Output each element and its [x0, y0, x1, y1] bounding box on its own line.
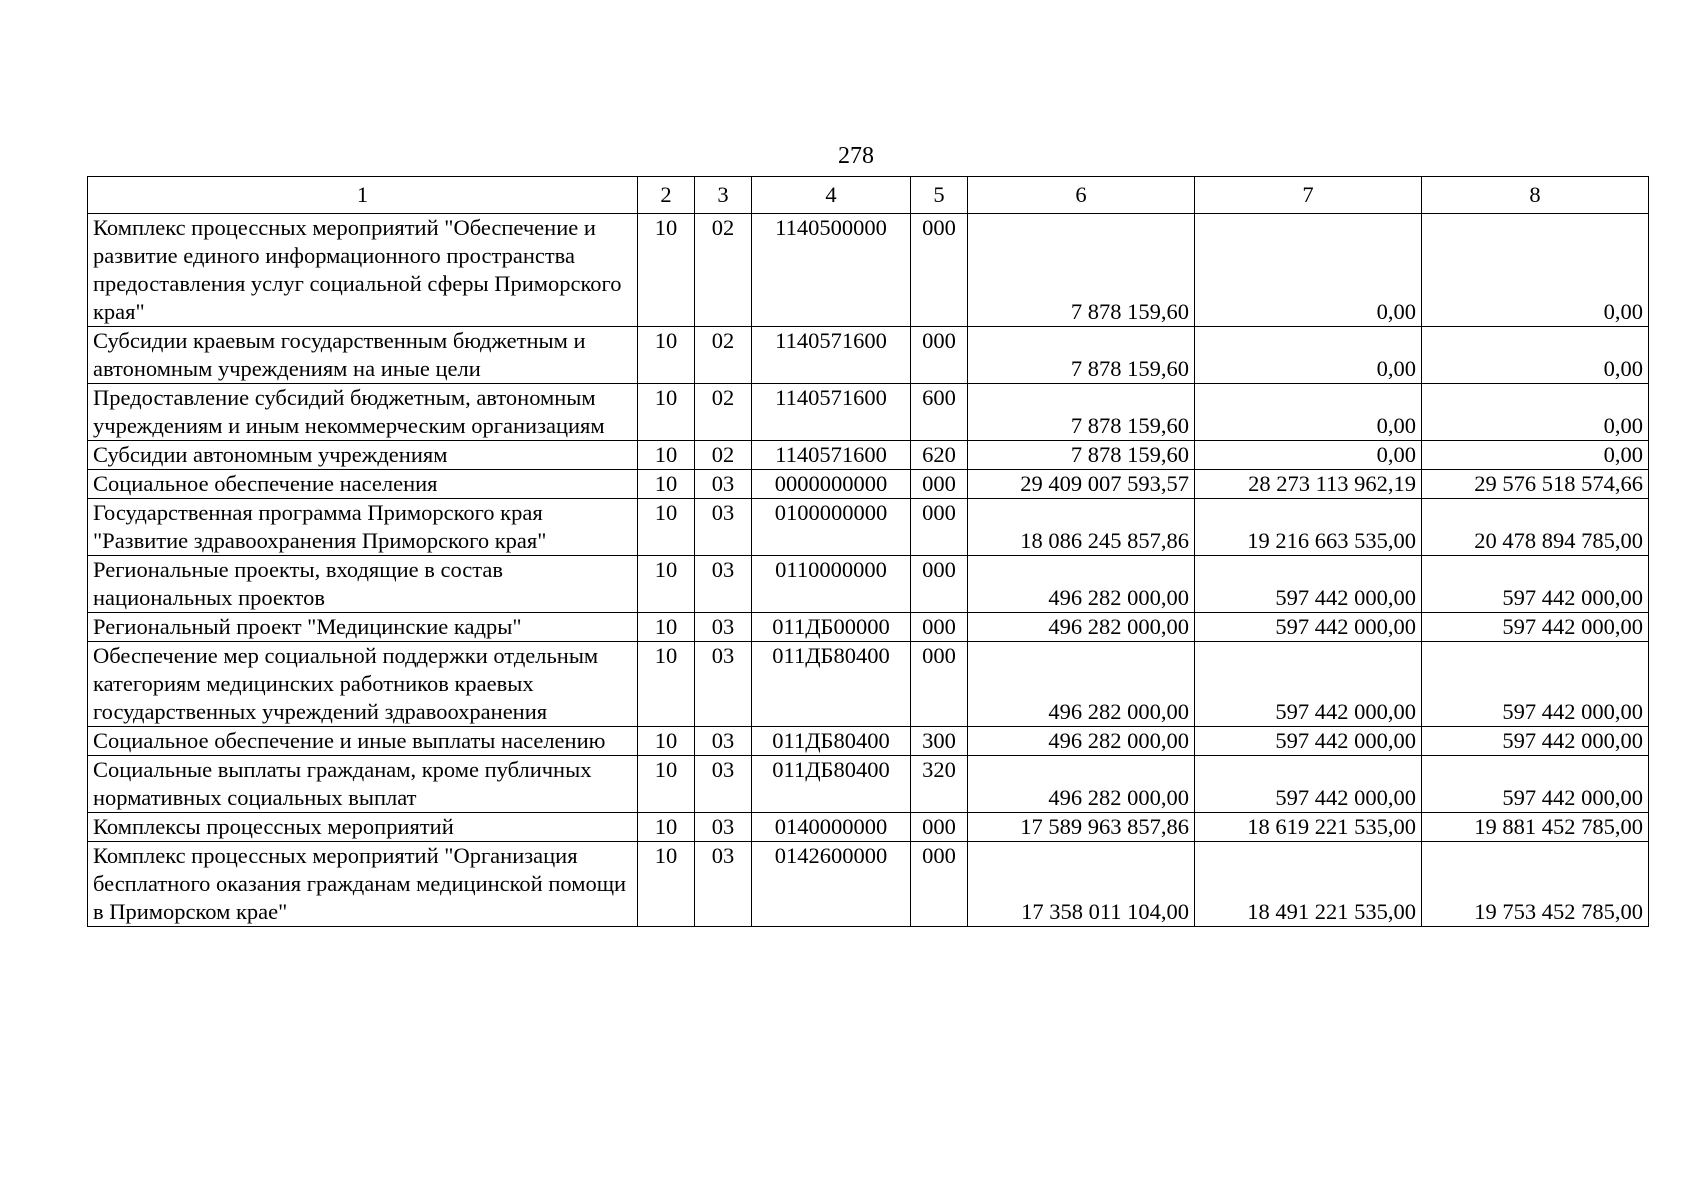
row-name-cell: Субсидии краевым государственным бюджетным и автономным учреждениям на иные цели	[88, 327, 638, 384]
target-article-cell: 0142600000	[752, 842, 911, 927]
header-cell: 4	[752, 177, 911, 214]
amount-col8-cell: 0,00	[1422, 327, 1649, 384]
amount-col8-cell: 597 442 000,00	[1422, 613, 1649, 642]
amount-col8-cell: 20 478 894 785,00	[1422, 499, 1649, 556]
amount-col8-cell: 597 442 000,00	[1422, 556, 1649, 613]
expense-type-cell: 000	[911, 642, 968, 727]
subsection-code-cell: 03	[695, 813, 752, 842]
subsection-code-cell: 03	[695, 842, 752, 927]
target-article-cell: 1140571600	[752, 327, 911, 384]
amount-col7-cell: 597 442 000,00	[1195, 727, 1422, 756]
subsection-code-cell: 03	[695, 499, 752, 556]
table-row	[88, 727, 1649, 756]
row-name-cell: Комплекс процессных мероприятий "Организация бесплатного оказания гражданам медицинской помощи в Приморском крае"	[88, 842, 638, 927]
amount-col7-cell: 19 216 663 535,00	[1195, 499, 1422, 556]
target-article-cell: 1140571600	[752, 384, 911, 441]
expense-type-cell: 320	[911, 756, 968, 813]
amount-col6-cell: 7 878 159,60	[968, 214, 1195, 327]
section-code-cell: 10	[638, 727, 695, 756]
subsection-code-cell: 03	[695, 613, 752, 642]
amount-col7-cell: 18 619 221 535,00	[1195, 813, 1422, 842]
table-row	[88, 842, 1649, 927]
row-name-cell: Комплекс процессных мероприятий "Обеспечение и развитие единого информационного пространства предоставления услуг социальной сферы Приморского края"	[88, 214, 638, 327]
amount-col7-cell: 0,00	[1195, 384, 1422, 441]
header-cell: 8	[1422, 177, 1649, 214]
amount-col6-cell: 496 282 000,00	[968, 727, 1195, 756]
expense-type-cell: 600	[911, 384, 968, 441]
budget-table	[87, 176, 1649, 927]
section-code-cell: 10	[638, 642, 695, 727]
expense-type-cell: 000	[911, 842, 968, 927]
target-article-cell: 0000000000	[752, 470, 911, 499]
section-code-cell: 10	[638, 613, 695, 642]
expense-type-cell: 000	[911, 613, 968, 642]
subsection-code-cell: 03	[695, 727, 752, 756]
page-number: 278	[838, 143, 874, 169]
amount-col8-cell: 0,00	[1422, 384, 1649, 441]
section-code-cell: 10	[638, 327, 695, 384]
target-article-cell: 011ДБ80400	[752, 727, 911, 756]
table-row	[88, 613, 1649, 642]
amount-col6-cell: 496 282 000,00	[968, 756, 1195, 813]
row-name-cell: Региональные проекты, входящие в состав национальных проектов	[88, 556, 638, 613]
row-name-cell: Комплексы процессных мероприятий	[88, 813, 638, 842]
amount-col7-cell: 0,00	[1195, 214, 1422, 327]
table-row	[88, 813, 1649, 842]
amount-col7-cell: 0,00	[1195, 327, 1422, 384]
amount-col8-cell: 0,00	[1422, 441, 1649, 470]
section-code-cell: 10	[638, 813, 695, 842]
amount-col8-cell: 19 753 452 785,00	[1422, 842, 1649, 927]
subsection-code-cell: 02	[695, 441, 752, 470]
row-name-cell: Региональный проект "Медицинские кадры"	[88, 613, 638, 642]
amount-col7-cell: 0,00	[1195, 441, 1422, 470]
target-article-cell: 0100000000	[752, 499, 911, 556]
row-name-cell: Социальное обеспечение и иные выплаты населению	[88, 727, 638, 756]
amount-col7-cell: 597 442 000,00	[1195, 642, 1422, 727]
table-row	[88, 756, 1649, 813]
amount-col7-cell: 597 442 000,00	[1195, 556, 1422, 613]
row-name-cell: Государственная программа Приморского края "Развитие здравоохранения Приморского края"	[88, 499, 638, 556]
target-article-cell: 011ДБ80400	[752, 642, 911, 727]
amount-col7-cell: 597 442 000,00	[1195, 613, 1422, 642]
amount-col8-cell: 597 442 000,00	[1422, 727, 1649, 756]
section-code-cell: 10	[638, 499, 695, 556]
expense-type-cell: 000	[911, 499, 968, 556]
target-article-cell: 011ДБ80400	[752, 756, 911, 813]
section-code-cell: 10	[638, 756, 695, 813]
header-cell: 7	[1195, 177, 1422, 214]
amount-col6-cell: 29 409 007 593,57	[968, 470, 1195, 499]
header-cell: 6	[968, 177, 1195, 214]
section-code-cell: 10	[638, 470, 695, 499]
expense-type-cell: 000	[911, 470, 968, 499]
amount-col6-cell: 7 878 159,60	[968, 384, 1195, 441]
row-name-cell: Социальное обеспечение населения	[88, 470, 638, 499]
section-code-cell: 10	[638, 842, 695, 927]
amount-col6-cell: 17 358 011 104,00	[968, 842, 1195, 927]
table-row	[88, 441, 1649, 470]
subsection-code-cell: 02	[695, 384, 752, 441]
table-row	[88, 470, 1649, 499]
table-row	[88, 642, 1649, 727]
subsection-code-cell: 02	[695, 327, 752, 384]
amount-col6-cell: 18 086 245 857,86	[968, 499, 1195, 556]
amount-col6-cell: 496 282 000,00	[968, 613, 1195, 642]
target-article-cell: 0110000000	[752, 556, 911, 613]
subsection-code-cell: 03	[695, 470, 752, 499]
table-row	[88, 556, 1649, 613]
amount-col6-cell: 7 878 159,60	[968, 327, 1195, 384]
section-code-cell: 10	[638, 556, 695, 613]
target-article-cell: 0140000000	[752, 813, 911, 842]
expense-type-cell: 620	[911, 441, 968, 470]
header-row	[88, 177, 1649, 214]
table-row	[88, 384, 1649, 441]
expense-type-cell: 000	[911, 556, 968, 613]
table-row	[88, 499, 1649, 556]
amount-col8-cell: 597 442 000,00	[1422, 642, 1649, 727]
row-name-cell: Обеспечение мер социальной поддержки отдельным категориям медицинских работников краевых государственных учреждений здравоохранения	[88, 642, 638, 727]
subsection-code-cell: 03	[695, 756, 752, 813]
subsection-code-cell: 03	[695, 642, 752, 727]
row-name-cell: Субсидии автономным учреждениям	[88, 441, 638, 470]
target-article-cell: 011ДБ00000	[752, 613, 911, 642]
subsection-code-cell: 02	[695, 214, 752, 327]
amount-col8-cell: 19 881 452 785,00	[1422, 813, 1649, 842]
subsection-code-cell: 03	[695, 556, 752, 613]
section-code-cell: 10	[638, 214, 695, 327]
expense-type-cell: 000	[911, 813, 968, 842]
target-article-cell: 1140571600	[752, 441, 911, 470]
amount-col6-cell: 496 282 000,00	[968, 642, 1195, 727]
table-row	[88, 327, 1649, 384]
amount-col7-cell: 597 442 000,00	[1195, 756, 1422, 813]
table-row	[88, 214, 1649, 327]
expense-type-cell: 000	[911, 214, 968, 327]
amount-col8-cell: 597 442 000,00	[1422, 756, 1649, 813]
section-code-cell: 10	[638, 384, 695, 441]
header-cell: 3	[695, 177, 752, 214]
expense-type-cell: 000	[911, 327, 968, 384]
expense-type-cell: 300	[911, 727, 968, 756]
row-name-cell: Предоставление субсидий бюджетным, автономным учреждениям и иным некоммерческим организациям	[88, 384, 638, 441]
amount-col8-cell: 29 576 518 574,66	[1422, 470, 1649, 499]
amount-col8-cell: 0,00	[1422, 214, 1649, 327]
header-cell: 1	[88, 177, 638, 214]
row-name-cell: Социальные выплаты гражданам, кроме публичных нормативных социальных выплат	[88, 756, 638, 813]
header-cell: 2	[638, 177, 695, 214]
section-code-cell: 10	[638, 441, 695, 470]
amount-col6-cell: 496 282 000,00	[968, 556, 1195, 613]
amount-col6-cell: 7 878 159,60	[968, 441, 1195, 470]
amount-col6-cell: 17 589 963 857,86	[968, 813, 1195, 842]
amount-col7-cell: 18 491 221 535,00	[1195, 842, 1422, 927]
target-article-cell: 1140500000	[752, 214, 911, 327]
header-cell: 5	[911, 177, 968, 214]
amount-col7-cell: 28 273 113 962,19	[1195, 470, 1422, 499]
